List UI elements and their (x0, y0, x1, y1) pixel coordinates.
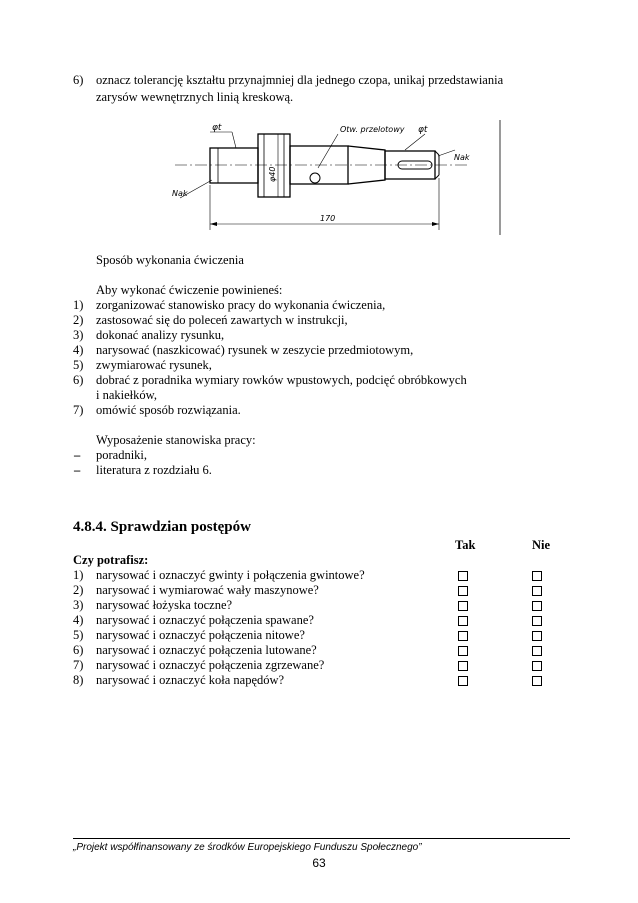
checkbox-yes[interactable] (458, 676, 468, 686)
progress-item-text: narysować i oznaczyć gwinty i połączenia gwintowe? (96, 568, 365, 582)
shaft-drawing (170, 120, 510, 240)
equipment-item: poradniki, (96, 448, 148, 462)
column-yes: Tak (455, 538, 476, 552)
checkbox-no[interactable] (532, 676, 542, 686)
checkbox-no[interactable] (532, 571, 542, 581)
progress-item-text: narysować i oznaczyć połączenia lutowane? (96, 643, 317, 657)
method-step-text: omówić sposób rozwiązania. (96, 403, 241, 417)
checkbox-no[interactable] (532, 586, 542, 596)
method-step-number: 1) (73, 298, 84, 312)
checkbox-no[interactable] (532, 661, 542, 671)
equipment-bullet: – (74, 448, 81, 462)
label-phi40: φ40 (268, 166, 277, 182)
label-nak-left: Nak (172, 189, 188, 198)
method-step-text: i nakiełków, (96, 388, 157, 402)
progress-item-text: narysować i oznaczyć koła napędów? (96, 673, 285, 687)
checkbox-no[interactable] (532, 616, 542, 626)
checkbox-no[interactable] (532, 601, 542, 611)
progress-item-number: 4) (73, 613, 84, 627)
progress-item-text: narysować łożyska toczne? (96, 598, 233, 612)
progress-item-number: 8) (73, 673, 84, 687)
method-step-text: zastosować się do poleceń zawartych w instrukcji, (96, 313, 348, 327)
method-heading: Sposób wykonania ćwiczenia (96, 253, 244, 267)
progress-item-text: narysować i oznaczyć połączenia nitowe? (96, 628, 305, 642)
equipment-bullet: – (74, 463, 81, 477)
method-step-text: dobrać z poradnika wymiary rowków wpustowych, podcięć obróbkowych (96, 373, 467, 387)
checkbox-yes[interactable] (458, 616, 468, 626)
checkbox-yes[interactable] (458, 571, 468, 581)
column-no: Nie (532, 538, 551, 552)
method-step-number: 4) (73, 343, 84, 357)
progress-item-number: 2) (73, 583, 84, 597)
label-otw: Otw. przelotowy (340, 125, 405, 134)
method-step-number: 5) (73, 358, 84, 372)
label-phi-t-right: φt (418, 125, 428, 135)
method-step-text: dokonać analizy rysunku, (96, 328, 225, 342)
equipment-item: literatura z rozdziału 6. (96, 463, 212, 477)
checkbox-yes[interactable] (458, 661, 468, 671)
method-step-number: 6) (73, 373, 84, 387)
intro-line-1: oznacz tolerancję kształtu przynajmniej dla jednego czopa, unikaj przedstawiania (96, 73, 504, 87)
footer-text: „Projekt współfinansowany ze środków Europejskiego Funduszu Społecznego” (73, 842, 422, 853)
progress-item-number: 7) (73, 658, 84, 672)
section-title: 4.8.4. Sprawdzian postępów (73, 519, 251, 535)
progress-item-number: 1) (73, 568, 84, 582)
label-nak-right: Nak (454, 153, 470, 162)
page-number: 63 (312, 856, 326, 870)
label-phi-t-left: φt (212, 123, 222, 133)
label-dim-170: 170 (320, 214, 336, 223)
method-step-number: 3) (73, 328, 84, 342)
method-step-text: zwymiarować rysunek, (96, 358, 212, 372)
checkbox-yes[interactable] (458, 631, 468, 641)
checkbox-yes[interactable] (458, 586, 468, 596)
progress-item-text: narysować i wymiarować wały maszynowe? (96, 583, 319, 597)
equipment-heading: Wyposażenie stanowiska pracy: (96, 433, 256, 447)
intro-line-2: zarysów wewnętrznych linią kreskową. (96, 90, 294, 104)
checkbox-yes[interactable] (458, 646, 468, 656)
progress-item-number: 6) (73, 643, 84, 657)
method-intro: Aby wykonać ćwiczenie powinieneś: (96, 283, 283, 297)
progress-item-number: 5) (73, 628, 84, 642)
progress-item-text: narysować i oznaczyć połączenia zgrzewane? (96, 658, 325, 672)
intro-number: 6) (73, 73, 84, 87)
method-step-number: 2) (73, 313, 84, 327)
method-step-number: 7) (73, 403, 84, 417)
progress-item-number: 3) (73, 598, 84, 612)
question-heading: Czy potrafisz: (73, 553, 149, 567)
method-step-text: zorganizować stanowisko pracy do wykonania ćwiczenia, (96, 298, 386, 312)
progress-item-text: narysować i oznaczyć połączenia spawane? (96, 613, 314, 627)
checkbox-no[interactable] (532, 631, 542, 641)
checkbox-yes[interactable] (458, 601, 468, 611)
footer-divider (73, 838, 570, 839)
method-step-text: narysować (naszkicować) rysunek w zeszycie przedmiotowym, (96, 343, 414, 357)
checkbox-no[interactable] (532, 646, 542, 656)
